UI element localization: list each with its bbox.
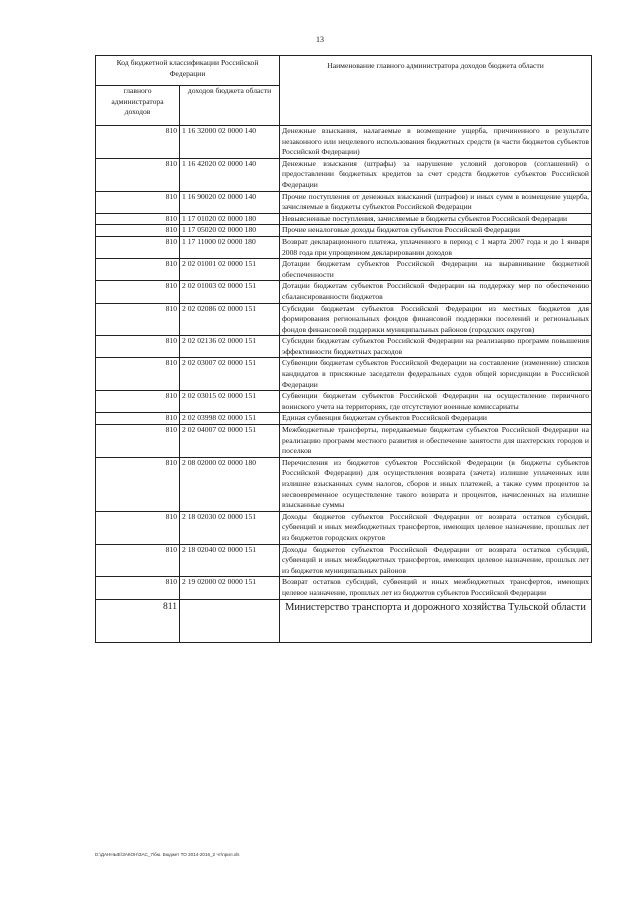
admin-code-cell: 811 [96, 599, 180, 642]
admin-code-cell: 810 [96, 544, 180, 577]
table-row [96, 303, 592, 336]
revenue-code-cell: 2 02 03998 02 0000 151 [180, 413, 280, 425]
revenue-administrators-table [95, 55, 592, 643]
revenue-code-cell: 2 18 02030 02 0000 151 [180, 511, 280, 544]
table-row [96, 358, 592, 391]
admin-code-cell: 810 [96, 126, 180, 159]
revenue-name-cell: Денежные взыскания (штрафы) за нарушение условий договоров (соглашений) о предоставлении бюджетных кредитов за счет средств бюджетов субъектов Российской Федерации [280, 158, 592, 191]
table-row [96, 577, 592, 599]
revenue-name-cell: Единая субвенция бюджетам субъектов Российской Федерации [280, 413, 592, 425]
revenue-code-cell: 2 19 02000 02 0000 151 [180, 577, 280, 599]
revenue-code-cell: 2 02 02136 02 0000 151 [180, 336, 280, 358]
header-admin: главного администратора доходов [96, 86, 180, 126]
header-code-group: Код бюджетной классификации Российской Федерации [96, 56, 280, 86]
table-row [96, 225, 592, 237]
revenue-code-cell: 1 17 05020 02 0000 180 [180, 225, 280, 237]
admin-code-cell: 810 [96, 225, 180, 237]
admin-code-cell: 810 [96, 213, 180, 225]
revenue-code-cell: 2 18 02040 02 0000 151 [180, 544, 280, 577]
table-row [96, 191, 592, 213]
table-row [96, 457, 592, 511]
page-number: 13 [316, 35, 324, 44]
admin-code-cell: 810 [96, 413, 180, 425]
revenue-code-cell: 2 02 01003 02 0000 151 [180, 281, 280, 303]
revenue-name-cell: Возврат остатков субсидий, субвенций и иных межбюджетных трансфертов, имеющих целевое назначение, прошлых лет из бюджетов субъектов Российской Федерации [280, 577, 592, 599]
revenue-name-cell: Невыясненные поступления, зачисляемые в бюджеты субъектов Российской Федерации [280, 213, 592, 225]
admin-code-cell: 810 [96, 236, 180, 258]
revenue-name-cell: Межбюджетные трансферты, передаваемые бюджетам субъектов Российской Федерации на реализацию программ местного развития и обеспечение занятости для шахтерских городов и поселков [280, 425, 592, 458]
table-row [96, 544, 592, 577]
admin-code-cell: 810 [96, 391, 180, 413]
revenue-name-cell: Прочие неналоговые доходы бюджетов субъектов Российской Федерации [280, 225, 592, 237]
revenue-code-cell: 2 02 01001 02 0000 151 [180, 259, 280, 281]
revenue-name-cell: Денежные взыскания, налагаемые в возмещение ущерба, причиненного в результате незаконного или нецелевого использования бюджетных средств (в части бюджетов субъектов Российской Федерации) [280, 126, 592, 159]
table-row-ministry [96, 599, 592, 642]
revenue-code-cell [180, 599, 280, 642]
table-row [96, 511, 592, 544]
admin-code-cell: 810 [96, 425, 180, 458]
admin-code-cell: 810 [96, 336, 180, 358]
revenue-code-cell: 1 16 42020 02 0000 140 [180, 158, 280, 191]
revenue-name-cell: Субсидии бюджетам субъектов Российской Федерации из местных бюджетов для формирования региональных фондов финансовой поддержки поселений и региональных фондов финансовой поддержки муниципальных районов (городских округов) [280, 303, 592, 336]
revenue-code-cell: 2 08 02000 02 0000 180 [180, 457, 280, 511]
admin-code-cell: 810 [96, 577, 180, 599]
revenue-code-cell: 2 02 03015 02 0000 151 [180, 391, 280, 413]
revenue-code-cell: 2 02 02086 02 0000 151 [180, 303, 280, 336]
header-revenue: доходов бюджета области [180, 86, 280, 126]
admin-code-cell: 810 [96, 158, 180, 191]
revenue-name-cell: Дотации бюджетам субъектов Российской Федерации на поддержку мер по обеспечению сбалансированности бюджетов [280, 281, 592, 303]
table-body [96, 126, 592, 600]
admin-code-cell: 810 [96, 303, 180, 336]
table-row [96, 126, 592, 159]
table-row [96, 236, 592, 258]
revenue-name-cell: Субвенции бюджетам субъектов Российской Федерации на составление (изменение) списков кандидатов в присяжные заседатели федеральных судов общей юрисдикции в Российской Федерации [280, 358, 592, 391]
administrator-name-cell: Министерство транспорта и дорожного хозяйства Тульской области [280, 599, 592, 642]
table-row [96, 259, 592, 281]
revenue-name-cell: Доходы бюджетов субъектов Российской Федерации от возврата остатков субсидий, субвенций и иных межбюджетных трансфертов, имеющих целевое назначение, прошлых лет из бюджетов муниципальных районов [280, 544, 592, 577]
table-row [96, 425, 592, 458]
admin-code-cell: 810 [96, 259, 180, 281]
admin-code-cell: 810 [96, 457, 180, 511]
table-row [96, 213, 592, 225]
revenue-code-cell: 2 02 04007 02 0000 151 [180, 425, 280, 458]
file-path-footer: D:\ДАННЫЕ\ЗАКОН\ЗАС_7\бю. Бюджет ТО 2014-2016_2 чт\прил.xls [95, 852, 240, 857]
revenue-name-cell: Субсидии бюджетам субъектов Российской Федерации на реализацию программ повышения эффективности бюджетных расходов [280, 336, 592, 358]
revenue-name-cell: Возврат декларационного платежа, уплаченного в период с 1 марта 2007 года и до 1 января 2008 года при упрощенном декларировании доходов [280, 236, 592, 258]
table-row [96, 413, 592, 425]
admin-code-cell: 810 [96, 281, 180, 303]
admin-code-cell: 810 [96, 358, 180, 391]
admin-code-cell: 810 [96, 511, 180, 544]
revenue-code-cell: 1 16 90020 02 0000 140 [180, 191, 280, 213]
admin-code-cell: 810 [96, 191, 180, 213]
table-row [96, 391, 592, 413]
revenue-code-cell: 1 17 01020 02 0000 180 [180, 213, 280, 225]
table-row [96, 336, 592, 358]
revenue-name-cell: Субвенции бюджетам субъектов Российской Федерации на осуществление первичного воинского учета на территориях, где отсутствуют военные комиссариаты [280, 391, 592, 413]
table-row [96, 158, 592, 191]
revenue-code-cell: 1 17 11000 02 0000 180 [180, 236, 280, 258]
revenue-name-cell: Доходы бюджетов субъектов Российской Федерации от возврата остатков субсидий, субвенций и иных межбюджетных трансфертов, имеющих целевое назначение, прошлых лет из бюджетов городских округов [280, 511, 592, 544]
revenue-name-cell: Перечисления из бюджетов субъектов Российской Федерации (в бюджеты субъектов Российской Федерации) для осуществления возврата (зачета) излишне уплаченных или излишне взысканных сумм налогов, сборов и иных платежей, а также сумм процентов за несвоевременное осуществление такого возврата и процентов, начисленных на излишне взысканные суммы [280, 457, 592, 511]
revenue-name-cell: Прочие поступления от денежных взысканий (штрафов) и иных сумм в возмещение ущерба, зачисляемые в бюджеты субъектов Российской Федерации [280, 191, 592, 213]
revenue-code-cell: 1 16 32000 02 0000 140 [180, 126, 280, 159]
revenue-code-cell: 2 02 03007 02 0000 151 [180, 358, 280, 391]
header-name: Наименование главного администратора доходов бюджета области [280, 56, 592, 126]
table-row [96, 281, 592, 303]
revenue-name-cell: Дотации бюджетам субъектов Российской Федерации на выравнивание бюджетной обеспеченности [280, 259, 592, 281]
